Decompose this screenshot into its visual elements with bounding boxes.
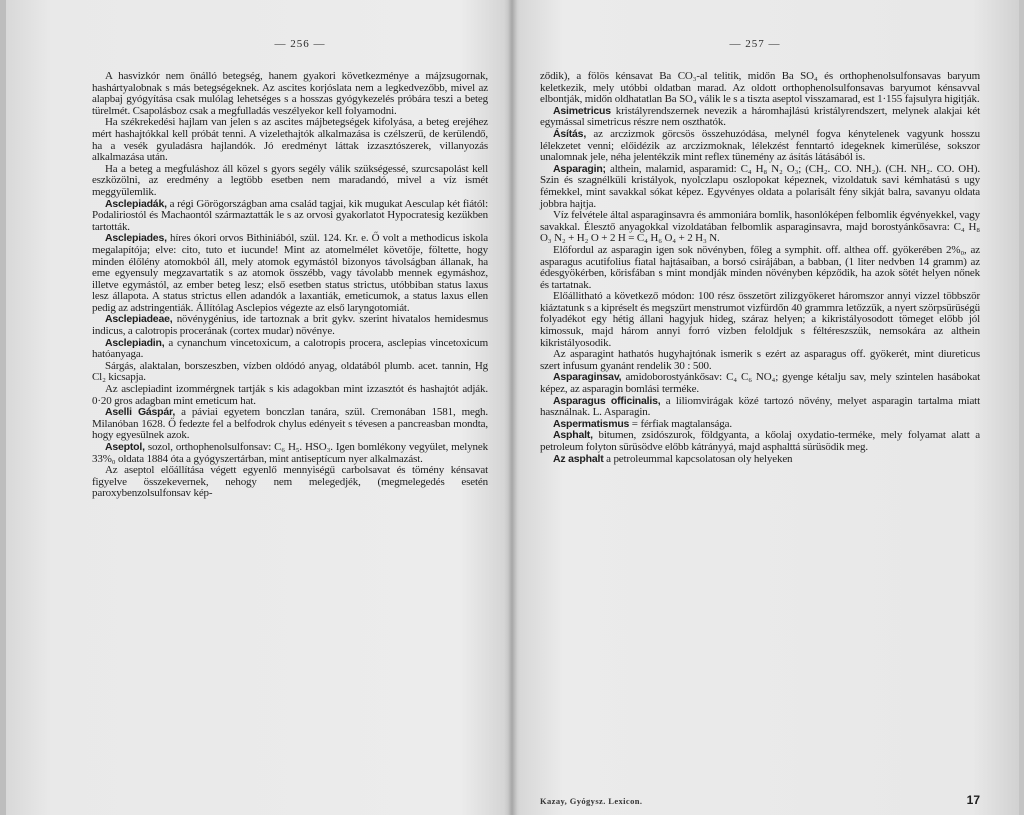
- paragraph-text: Ha a beteg a megfuláshoz áll közel s gyors segély válik szükségessé, szurcsapolást kell eszközölni, az eredmény a legtöbb esetben nem maradandó, mivel a víz ismét meggyülemlik.: [92, 162, 488, 198]
- dictionary-entry: [92, 407, 488, 442]
- dictionary-entry: [540, 129, 980, 164]
- entry-headword: Aseptol,: [105, 441, 145, 453]
- paragraph-text: sozol, orthophenolsulfonsav: C₆ H₅. HSO₃. Igen bomlékony vegyület, melynek 33%₀ oldata 1884 óta a gyógyszertárban, mint antiseptícum nyer alkalmazást.: [92, 441, 488, 465]
- paragraph-text: a régi Görögországban ama család tagjai, kik mugukat Aesculap két fiától: Podaliriostól és Machaontól származtatták le s az orvosi gyakorlatot Hypocratesig kezükben tartották.: [92, 197, 488, 233]
- paragraph-text: amidoborostyánkősav: C₄ C₆ NO₄; gyenge kétalju sav, mely szintelen hasábokat képez, az asparagin bomlási terméke.: [540, 371, 980, 396]
- paragraph-text: kristályrendszernek nevezik a háromhajlású kristályrendszert, melynek alakjai két egymással simetricus részre nem oszthatók.: [540, 104, 980, 129]
- body-paragraph: [540, 210, 980, 245]
- entry-headword: Ásítás,: [553, 127, 587, 140]
- entry-headword: Asclepiades,: [105, 232, 167, 245]
- dictionary-entry: [540, 396, 980, 419]
- paragraph-text: a páviai egyetem bonczlan tanára, szül. Cremonában 1581, megh. Milanóban 1628. Ő fedezte fel a belfodrok chylus edényeit s tévesen a pancreasban mondta, hogy egyesülnek azok.: [92, 406, 489, 442]
- paragraph-text: Víz felvétele által asparaginsavra és ammoniára bomlik, hasonlóképen felbomlik égvényekkel, vagy savakkal. Élesztő anyagokkal vizoldatában felbomlik asparaginsavra, majd borostyánkősavra: C₄ H₈ O₃ N₂ + H₂ O + 2 H = C₄ H₆ O₄ + 2 H₃ N.: [540, 209, 980, 245]
- entry-headword: Asparagus officinalis,: [553, 394, 661, 407]
- body-paragraph: [92, 361, 488, 384]
- page-body: [92, 71, 488, 500]
- paragraph-text: Az aseptol előállítása végett egyenlő mennyiségű carbolsavat és tömény kénsavat figyelve összekevernek, nehogy nem melegedjék, (megmelegedés esetén paroxybenzolsulfonsav kép-: [92, 464, 488, 500]
- dictionary-entry: [540, 106, 980, 129]
- dictionary-entry: [540, 430, 980, 453]
- body-paragraph: [92, 71, 488, 117]
- right-page: [512, 0, 1024, 815]
- entry-headword: Asparaginsav,: [553, 371, 622, 384]
- paragraph-text: Előfordul az asparagin igen sok növényben, főleg a symphit. off. althea off. gyökerében 2%₀, az asparagus acutifolius fiatal hajtásaiban, a borsó csirájában, a babban, (1 liter nedvben 14 gramm) az édesgyökérben, kőrisfában s mint mondják minden növényben képződik, ha azok sötét helyen nőnek és tartatnak.: [540, 243, 980, 291]
- paragraph-text: Az asclepiadint izommérgnek tartják s kis adagokban mint izzasztót és hashajtót adják. 0·20 gros adagban mint emeticum hat.: [92, 383, 488, 407]
- dictionary-entry: [92, 233, 488, 314]
- paragraph-text: A hasvizkór nem önálló betegség, hanem gyakori következménye a májzsugornak, hashártyalobnak s más betegségeknek. Az ascites korjóslata nem a legkedvezőbb, mivel az alapbaj gyógyítása csak mulólag lehetséges s a hosszas gyógykezelés próbára teszi a beteg türelmét. Csapolásboz csak a megfulladás veszélyekor kell folyamodni.: [92, 70, 488, 117]
- body-paragraph: [92, 164, 488, 199]
- paragraph-text: Előállitható a következő módon: 100 rész összetört zilizgyökeret háromszor annyi vizzel többször kiáztatunk s a kipréselt és megszürt menstrumot vizfürdőn 40 grammra letőzzük, a nyert szörpsürüségü folyadékot egy hétig állani hagyjuk hideg, száraz helyen; a kikristályosodott tömeget előbb jól kimossuk, majd három annyi forró vizben feloldjuk s féltéreszszük, nemsokára az althein kikristályosodik.: [540, 290, 980, 349]
- paragraph-text: Sárgás, alaktalan, borszeszben, vízben oldódó anyag, oldatából plumb. acet. tannin, Hg Cl₂ kicsapja.: [92, 359, 488, 384]
- paragraph-text: a petroleummal kapcsolatosan oly helyeken: [603, 452, 793, 465]
- paragraph-text: Ha székrekedési hajlam van jelen s az ascites májbetegségek kifolyása, a beteg erejéhez mért hashajtókkal kell próbát tenni. A vizelethajtók alkalmazása is czélszerű, de kerülendő, ha a vesék gyuladásra hajlandók. Jó eredményt láttak izzasztószerek, villanyozás alkalmazása után.: [92, 116, 488, 164]
- entry-headword: Asclepiadin,: [105, 336, 165, 349]
- dictionary-entry: [92, 199, 488, 234]
- body-paragraph: [540, 71, 980, 106]
- entry-headword: Asclepiadeae,: [105, 313, 173, 326]
- dictionary-entry: [92, 442, 488, 465]
- page-footer: [540, 793, 980, 807]
- paragraph-text: a liliomvirágak közé tartozó növény, melyet asparagin tartalma miatt használnak. L. Asparagin.: [540, 394, 980, 419]
- dictionary-entry: [540, 372, 980, 395]
- page-body: [540, 71, 980, 465]
- page-number: — 257 —: [729, 38, 781, 50]
- entry-headword: Aselli Gáspár,: [105, 406, 176, 419]
- entry-headword: Asimetricus: [553, 104, 611, 117]
- body-paragraph: [92, 117, 488, 163]
- paragraph-text: növénygénius, ide tartoznak a brit gykv. szerint hivatalos hemidesmus indicus, a calotropis procerának (cortex mudar) növénye.: [92, 313, 488, 338]
- paragraph-text: ződik), a fölös kénsavat Ba CO₃-al telitik, midőn Ba SO₄ és orthophenolsulfonsavas baryum keletkezik, mely utóbbi oldatban marad. Az oldott orthophenolsulfonsavas baryumot kénsavval elbontják, midőn oldhatatlan Ba SO₄ válik le s a tiszta aseptol visszamarad, est 1·155 fajsulyra higitják.: [540, 70, 980, 106]
- dictionary-entry: [92, 338, 488, 361]
- paragraph-text: althein, malamid, asparamid: C₄ H₈ N₂ O₃; (CH₂. CO. NH₂). (CH. NH₂. CO. OH). Szin és szagnélküli kristályok, nyolczlapu oszlopokat képeznek, vizoldatuk savi kémhatású s ugy fémekkel, mint savakkal sókat képez. Egyvényes oldata a polarisált fény sikját balra, savanyu oldata jobbra hajtja.: [540, 162, 980, 210]
- entry-headword: Asparagin;: [553, 162, 606, 175]
- entry-headword: Asclepiadák,: [105, 197, 167, 210]
- paragraph-text: bitumen, zsidószurok, földgyanta, a kőolaj oxydatio-terméke, mely folyamat alatt a petroleum folyton sürüsödve előbb kátrányyá, majd asphalttá sürüsödik meg.: [540, 429, 980, 453]
- entry-headword: Az asphalt: [553, 452, 604, 465]
- page-number: — 256 —: [274, 38, 326, 50]
- paragraph-text: a cynanchum vincetoxicum, a calotropis procera, asclepias vincetoxicum hatóanyaga.: [92, 336, 488, 361]
- entry-headword: Asphalt,: [553, 429, 593, 442]
- paragraph-text: Az asparagint hathatós hugyhajtónak ismerik s ezért az asparagus off. gyökerét, mint diureticus szert infusum gyanánt rendelik 30 : 500.: [540, 348, 980, 372]
- dictionary-entry: [540, 454, 980, 466]
- body-paragraph: [92, 384, 488, 407]
- sheet-signature-number: 17: [966, 793, 980, 807]
- body-paragraph: [540, 349, 980, 372]
- dictionary-entry: [540, 164, 980, 210]
- paragraph-text: híres ókori orvos Bithiniából, szül. 124. Kr. e. Ő volt a methodicus iskola megalapítója; elve: cito, tuto et iucunde! Mint az atomelmélet követője, föltette, hogy minden élőlény atomokból áll, mely atomok egymástól bizonyos távolságban állanak, ha eme egyensuly megzavartatik s az atomok összébb, vagy távolabb mennek egymáshoz, illetve egymástól, az ember beteg lesz; első esetben status strictus, utóbbiban status laxus lesz állapota. A status strictus ellen adandók a laxantiák, emeticumok, a status laxus ellen pedig az adstringentiák. Állítólag Asclepios végezte az első laryngotomiát.: [92, 232, 488, 314]
- printer-signature: Kazay, Gyógysz. Lexicon.: [540, 796, 643, 806]
- paragraph-text: = férfiak magtalansága.: [629, 417, 732, 430]
- body-paragraph: [92, 465, 488, 500]
- entry-headword: Aspermatismus: [553, 417, 630, 430]
- paragraph-text: az arczizmok görcsös összehuzódása, melynél fogva kénytelenek vagyunk hosszu lélekzetet venni; előidézik az arczizmoknak, lélekzést fenntartó idegeknek kimerülése, sokszor unalomnak jele, néha jelentékzik mint reflex tünemény az ásítás látásából is.: [540, 127, 980, 164]
- body-paragraph: [540, 291, 980, 349]
- body-paragraph: [540, 245, 980, 291]
- dictionary-entry: [92, 314, 488, 337]
